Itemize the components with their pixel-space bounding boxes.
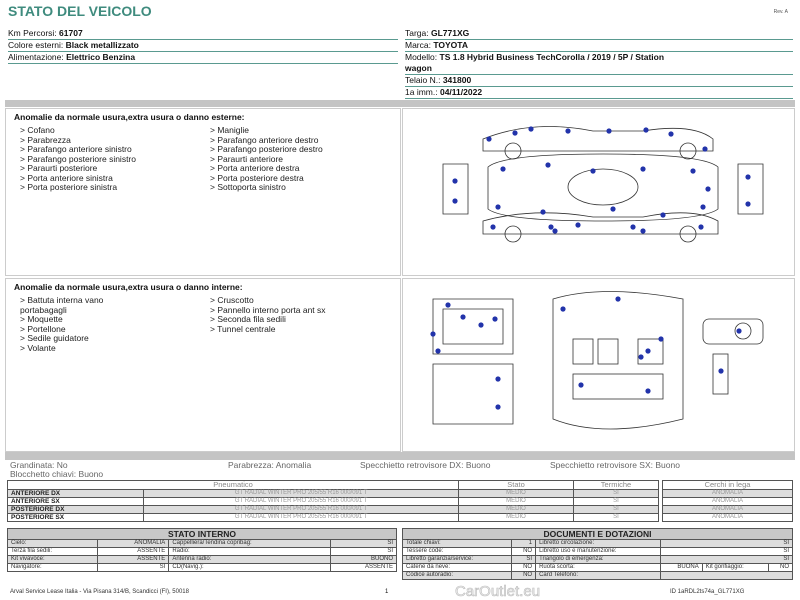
field-value: ASSENTE <box>331 564 397 572</box>
tyre-tyre: GT RADIAL WINTER PRO 205/55 R16 000/091 T <box>144 498 459 506</box>
tyre-row <box>8 514 659 522</box>
marca-row: Marca: TOYOTA <box>405 40 793 52</box>
documenti-row <box>403 564 793 572</box>
external-col1 <box>20 126 210 193</box>
damage-marker <box>643 127 648 132</box>
damage-item: > Seconda fila sedili <box>210 314 286 324</box>
damage-marker <box>452 178 457 183</box>
tyres-table <box>7 480 659 522</box>
damage-marker <box>745 174 750 179</box>
field-label: Cielo: <box>8 540 98 548</box>
col-stato: Stato <box>459 481 574 490</box>
damage-marker <box>495 376 500 381</box>
damage-item: > Paraurti posteriore <box>20 163 98 173</box>
divider-bar-2 <box>5 452 795 460</box>
stato-interno-table <box>7 528 397 572</box>
field-value: NO <box>512 572 536 580</box>
field-label: Kit vivavoce: <box>8 556 98 564</box>
damage-item: > Parafango anteriore destro <box>210 134 319 145</box>
tyre-stato: MEDIO <box>459 506 574 514</box>
documenti-row <box>403 572 793 580</box>
internal-diagram <box>402 278 795 452</box>
damage-item: portabagagli <box>20 304 67 315</box>
damage-marker <box>445 302 450 307</box>
page-title: STATO DEL VEICOLO <box>8 3 152 19</box>
field-label: Catene da neve: <box>403 564 512 572</box>
damage-marker <box>545 162 550 167</box>
tyre-stato: MEDIO <box>459 490 574 498</box>
damage-marker <box>430 331 435 336</box>
damage-item: > Sedile guidatore <box>20 333 89 343</box>
col-pneumatico: Pneumatico <box>8 481 459 490</box>
damage-item: > Porta anteriore sinistra <box>20 172 113 183</box>
tyre-row <box>8 498 659 506</box>
damage-item: > Cofano <box>20 125 55 135</box>
damage-marker <box>658 336 663 341</box>
tyre-row <box>8 490 659 498</box>
damage-item: > Porta posteriore sinistra <box>20 182 118 192</box>
cerchi-value: ANOMALIA <box>663 490 793 498</box>
damage-item: > Tunnel centrale <box>210 323 276 334</box>
field-value: NO <box>512 548 536 556</box>
damage-item: > Parafango posteriore sinistro <box>20 153 136 164</box>
modello-row: Modello: TS 1.8 Hybrid Business TechCorolla / 2019 / 5P / Station wagon <box>405 52 793 75</box>
internal-heading: Anomalie da normale usura,extra usura o danno interne: <box>14 282 243 292</box>
damage-item: > Cruscotto <box>210 295 254 305</box>
specchietto-dx: Specchietto retrovisore DX: Buono <box>360 460 491 470</box>
damage-marker <box>668 131 673 136</box>
damage-marker <box>606 128 611 133</box>
damage-item: > Parafango posteriore destro <box>210 144 323 154</box>
field-value: NO <box>512 564 536 572</box>
field-label: CD(Navig.): <box>169 564 331 572</box>
col-termiche: Termiche <box>574 481 659 490</box>
alim-row: Alimentazione: Elettrico Benzina <box>8 52 398 64</box>
tyre-pos: ANTERIORE SX <box>8 498 144 506</box>
field-label: Totale chiavi: <box>403 540 512 548</box>
car-interior-diagram <box>403 279 796 453</box>
km-row: Km Percorsi: 61707 <box>8 28 398 40</box>
footer-address: Arval Service Lease Italia - Via Pisana 314/B, Scandicci (FI), 50018 <box>10 589 189 595</box>
field-label: Libretto uso e manutenzione: <box>536 548 661 556</box>
damage-marker <box>495 404 500 409</box>
field-label: Libretto garanzia/service: <box>403 556 512 564</box>
damage-marker <box>736 328 741 333</box>
damage-marker <box>560 306 565 311</box>
damage-marker <box>660 212 665 217</box>
tyre-tyre: GT RADIAL WINTER PRO 205/55 R16 000/091 T <box>144 506 459 514</box>
field-label: Cappelliera/Tendina copribag: <box>169 540 331 548</box>
field-value: BUONO <box>331 556 397 564</box>
damage-marker <box>460 314 465 319</box>
damage-marker <box>565 128 570 133</box>
tyre-term: SI <box>574 506 659 514</box>
damage-marker <box>615 296 620 301</box>
external-damage-list <box>5 108 401 276</box>
field-value: ASSENTE <box>98 548 169 556</box>
damage-item: > Porta anteriore destra <box>210 163 300 173</box>
tyre-term: SI <box>574 490 659 498</box>
damage-item: > Volante <box>20 342 56 353</box>
damage-item: > Parafango anteriore sinistro <box>20 144 132 154</box>
damage-marker <box>552 228 557 233</box>
car-exterior-diagram <box>403 109 796 277</box>
damage-marker <box>492 316 497 321</box>
field-value: SI <box>331 548 397 556</box>
revision: Rev. A <box>773 9 788 15</box>
damage-marker <box>638 354 643 359</box>
tyre-term: SI <box>574 498 659 506</box>
cerchi-row <box>663 498 793 506</box>
stato_interno-row <box>8 548 397 556</box>
field-value: ASSENTE <box>98 556 169 564</box>
damage-marker <box>610 206 615 211</box>
damage-marker <box>645 348 650 353</box>
damage-marker <box>698 224 703 229</box>
tyre-pos: POSTERIORE DX <box>8 506 144 514</box>
field-label: Radio: <box>169 548 331 556</box>
cerchi-row <box>663 490 793 498</box>
field-value: ANOMALIA <box>98 540 169 548</box>
damage-marker <box>578 382 583 387</box>
damage-marker <box>452 198 457 203</box>
tyre-pos: ANTERIORE DX <box>8 490 144 498</box>
field-label: Triangolo di emergenza: <box>536 556 661 564</box>
field-label: Card Telefono: <box>536 572 661 580</box>
damage-item: > Pannello interno porta ant sx <box>210 304 326 315</box>
field-label: Navigatore: <box>8 564 98 572</box>
damage-marker <box>590 168 595 173</box>
document-code: ID 1aRDL2ts74a_GL771XG <box>670 589 745 595</box>
tyre-pos: POSTERIORE SX <box>8 514 144 522</box>
cerchi-row <box>663 514 793 522</box>
damage-marker <box>500 166 505 171</box>
field-value: SI <box>98 564 169 572</box>
damage-marker <box>640 228 645 233</box>
blocchetto-chiavi: Blocchetto chiavi: Buono <box>10 469 104 479</box>
col-cerchi: Cerchi in lega <box>663 481 793 490</box>
documenti-title: DOCUMENTI E DOTAZIONI <box>403 529 793 540</box>
tyre-stato: MEDIO <box>459 514 574 522</box>
damage-item: > Portellone <box>20 323 66 334</box>
damage-marker <box>630 224 635 229</box>
damage-item: > Paraurti anteriore <box>210 153 283 164</box>
damage-marker <box>718 368 723 373</box>
field-label: Tessere code: <box>403 548 512 556</box>
field-label: Kit gonfiaggio: <box>702 564 769 572</box>
stato_interno-row <box>8 556 397 564</box>
documenti-row <box>403 540 793 548</box>
page-number: 1 <box>385 589 389 595</box>
external-col2 <box>210 126 400 193</box>
stato_interno-row <box>8 564 397 572</box>
cerchi-value: ANOMALIA <box>663 506 793 514</box>
damage-marker <box>548 224 553 229</box>
field-label: Codice autoradio: <box>403 572 512 580</box>
field-label: Libretto circolazione: <box>536 540 661 548</box>
damage-marker <box>478 322 483 327</box>
field-value: NO <box>769 564 793 572</box>
damage-marker <box>490 224 495 229</box>
external-heading: Anomalie da normale usura,extra usura o danno esterne: <box>14 112 245 122</box>
damage-item: > Sottoporta sinistro <box>210 182 286 192</box>
watermark-logo: CarOutlet.eu <box>455 583 541 600</box>
colore-row: Colore esterni: Black metallizzato <box>8 40 398 52</box>
telaio-row: Telaio N.: 341800 <box>405 75 793 87</box>
internal-col2 <box>210 296 400 353</box>
cerchi-table <box>662 480 793 522</box>
damage-marker <box>495 204 500 209</box>
field-value: 1 <box>512 540 536 548</box>
field-value: SI <box>660 548 792 556</box>
damage-marker <box>702 146 707 151</box>
imm-row: 1a imm.: 04/11/2022 <box>405 87 793 99</box>
internal-damage-list <box>5 278 401 452</box>
damage-item: > Maniglie <box>210 125 249 135</box>
field-value: SI <box>660 540 792 548</box>
tyre-row <box>8 506 659 514</box>
damage-marker <box>528 126 533 131</box>
field-value: BUONA <box>660 564 702 572</box>
tyre-stato: MEDIO <box>459 498 574 506</box>
cerchi-value: ANOMALIA <box>663 498 793 506</box>
damage-marker <box>745 201 750 206</box>
field-value: SI <box>331 540 397 548</box>
documenti-row <box>403 556 793 564</box>
field-value: SI <box>660 556 792 564</box>
cerchi-row <box>663 506 793 514</box>
damage-marker <box>705 186 710 191</box>
damage-marker <box>435 348 440 353</box>
field-label: Ruota scorta: <box>536 564 661 572</box>
damage-item: > Moquette <box>20 314 63 324</box>
damage-marker <box>700 204 705 209</box>
damage-marker <box>512 130 517 135</box>
grandinata: Grandinata: No <box>10 460 68 470</box>
external-diagram <box>402 108 795 276</box>
damage-marker <box>690 168 695 173</box>
damage-marker <box>645 388 650 393</box>
documenti-row <box>403 548 793 556</box>
tyre-term: SI <box>574 514 659 522</box>
field-value <box>660 572 792 580</box>
cerchi-value: ANOMALIA <box>663 514 793 522</box>
specchietto-sx: Specchietto retrovisore SX: Buono <box>550 460 680 470</box>
tyre-tyre: GT RADIAL WINTER PRO 205/55 R16 000/091 T <box>144 514 459 522</box>
parabrezza: Parabrezza: Anomalia <box>228 460 312 470</box>
tyre-tyre: GT RADIAL WINTER PRO 205/55 R16 000/091 T <box>144 490 459 498</box>
documenti-table <box>402 528 793 580</box>
targa-row: Targa: GL771XG <box>405 28 793 40</box>
damage-item: > Parabrezza <box>20 134 71 145</box>
damage-marker <box>640 166 645 171</box>
field-label: Terza fila sedili: <box>8 548 98 556</box>
damage-marker <box>540 209 545 214</box>
damage-item: > Battuta interna vano <box>20 295 104 305</box>
damage-marker <box>575 222 580 227</box>
field-value: SI <box>512 556 536 564</box>
stato-interno-title: STATO INTERNO <box>8 529 397 540</box>
internal-col1 <box>20 296 210 353</box>
damage-item: > Porta posteriore destra <box>210 172 304 183</box>
stato_interno-row <box>8 540 397 548</box>
damage-marker <box>486 136 491 141</box>
field-label: Antenna radio: <box>169 556 331 564</box>
divider-bar <box>5 100 795 107</box>
